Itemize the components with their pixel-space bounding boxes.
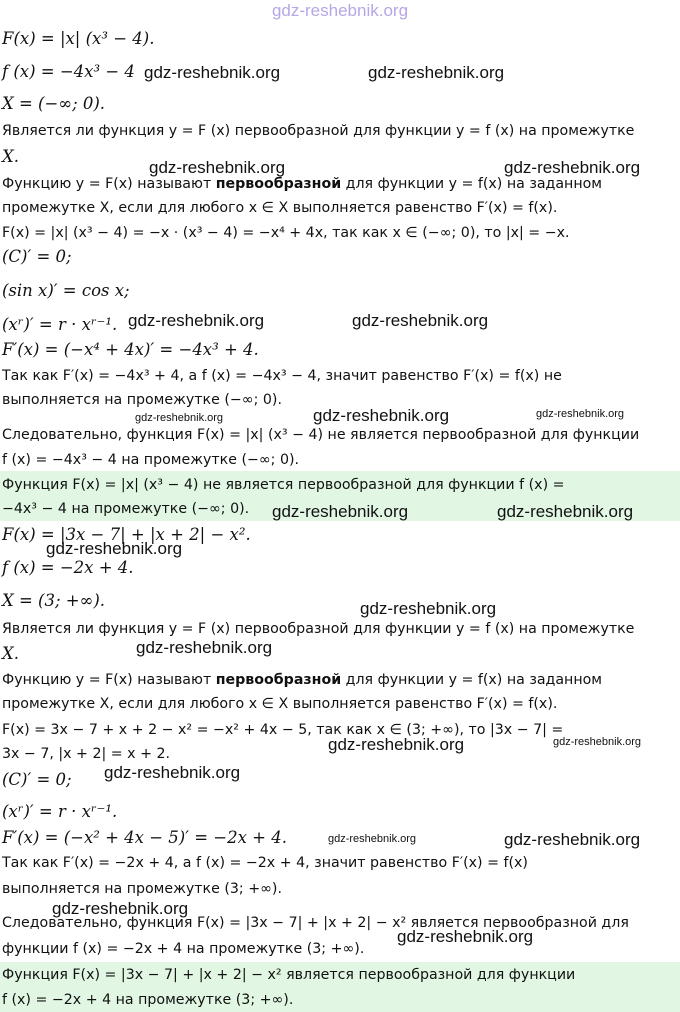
derivative-F-2: F′(x) = (−x² + 4x − 5)′ = −2x + 4. [2, 828, 287, 847]
definition-text-start: Функцию y = F(x) называют [2, 176, 216, 192]
definition-text-2 [2, 668, 678, 692]
derivative-F: F′(x) = (−x⁴ + 4x)′ = −4x³ + 4. [2, 340, 259, 359]
watermark: gdz-reshebnik.org [272, 502, 409, 521]
definition-condition: промежутке X, если для любого x ∈ X выполняется равенство F′(x) = f(x). [2, 200, 558, 216]
definition-keyword-2: первообразной [215, 672, 342, 688]
rule-power-2: (xʳ)′ = r · xʳ⁻¹. [2, 802, 118, 821]
watermark: gdz-reshebnik.org [104, 763, 241, 782]
interval-X: X = (−∞; 0). [2, 94, 106, 113]
comparison-text-end-2: выполняется на промежутке (3; +∞). [2, 881, 282, 897]
comparison-text-end: выполняется на промежутке (−∞; 0). [2, 392, 282, 408]
function-F-definition: F(x) = |x| (x³ − 4). [2, 29, 155, 48]
watermark: gdz-reshebnik.org [504, 158, 641, 177]
watermark: gdz-reshebnik.org [497, 502, 634, 521]
answer-text-end: −4x³ − 4 на промежутке (−∞; 0). [2, 501, 250, 517]
function-F-definition-2: F(x) = |3x − 7| + |x + 2| − x². [2, 525, 251, 544]
watermark: gdz-reshebnik.org [128, 311, 265, 330]
watermark: gdz-reshebnik.org [397, 927, 534, 946]
watermark: gdz-reshebnik.org [368, 63, 505, 82]
interval-X-2: X = (3; +∞). [2, 591, 106, 610]
watermark: gdz-reshebnik.org [313, 406, 450, 425]
conclusion-text-end: f (x) = −4x³ − 4 на промежутке (−∞; 0). [2, 452, 300, 468]
definition-text-start-2: Функцию y = F(x) называют [2, 672, 216, 688]
F-simplification-2: F(x) = 3x − 7 + x + 2 − x² = −x² + 4x − 5, так как x ∈ (3; +∞), то |3x − 7| = [2, 722, 564, 738]
comparison-text-2: Так как F′(x) = −2x + 4, а f (x) = −2x + 4, значит равенство F′(x) = f(x) [2, 855, 528, 871]
question-text-end-2: X. [2, 644, 19, 663]
F-simplification-2-end: 3x − 7, |x + 2| = x + 2. [2, 746, 171, 762]
watermark: gdz-reshebnik.org [144, 63, 281, 82]
watermark: gdz-reshebnik.org [504, 830, 641, 849]
conclusion-text-end-2: функции f (x) = −2x + 4 на промежутке (3; +∞). [2, 941, 365, 957]
watermark: gdz-reshebnik.org [52, 899, 189, 918]
F-simplification: F(x) = |x| (x³ − 4) = −x · (x³ − 4) = −x⁴ + 4x, так как x ∈ (−∞; 0), то |x| = −x. [2, 225, 570, 241]
watermark: gdz-reshebnik.org [328, 833, 417, 845]
watermark: gdz-reshebnik.org [360, 599, 497, 618]
watermark: gdz-reshebnik.org [352, 311, 489, 330]
rule-constant-2: (C)′ = 0; [2, 770, 72, 789]
definition-keyword: первообразной [215, 176, 342, 192]
watermark: gdz-reshebnik.org [46, 539, 183, 558]
definition-condition-2: промежутке X, если для любого x ∈ X выполняется равенство F′(x) = f(x). [2, 696, 558, 712]
conclusion-text: Следовательно, функция F(x) = |x| (x³ − 4) не является первообразной для функции [2, 427, 640, 443]
answer-text-end-2: f (x) = −2x + 4 на промежутке (3; +∞). [2, 992, 294, 1008]
answer-text-2: Функция F(x) = |3x − 7| + |x + 2| − x² является первообразной для функции [2, 967, 576, 983]
conclusion-text-2: Следовательно, функция F(x) = |3x − 7| + |x + 2| − x² является первообразной для [2, 915, 629, 931]
watermark: gdz-reshebnik.org [135, 412, 224, 424]
function-f-definition-2: f (x) = −2x + 4. [2, 558, 134, 577]
definition-text-end: для функции y = f(x) на заданном [341, 176, 602, 192]
site-link[interactable]: gdz-reshebnik.org [271, 1, 409, 20]
rule-constant: (C)′ = 0; [2, 247, 72, 266]
question-text-2: Является ли функция y = F (x) первообразной для функции y = f (x) на промежутке [2, 621, 635, 637]
watermark: gdz-reshebnik.org [136, 638, 273, 657]
comparison-text: Так как F′(x) = −4x³ + 4, а f (x) = −4x³ − 4, значит равенство F′(x) = f(x) не [2, 368, 562, 384]
rule-power: (xʳ)′ = r · xʳ⁻¹. [2, 315, 118, 334]
answer-text: Функция F(x) = |x| (x³ − 4) не является первообразной для функции f (x) = [2, 477, 565, 493]
watermark: gdz-reshebnik.org [328, 735, 465, 754]
question-text-end: X. [2, 147, 19, 166]
function-f-definition: f (x) = −4x³ − 4 [2, 62, 135, 81]
watermark: gdz-reshebnik.org [149, 158, 286, 177]
rule-sin: (sin x)′ = cos x; [2, 281, 130, 300]
question-text: Является ли функция y = F (x) первообразной для функции y = f (x) на промежутке [2, 123, 635, 139]
definition-text-end-2: для функции y = f(x) на заданном [341, 672, 602, 688]
watermark: gdz-reshebnik.org [536, 408, 625, 420]
watermark: gdz-reshebnik.org [553, 736, 642, 748]
